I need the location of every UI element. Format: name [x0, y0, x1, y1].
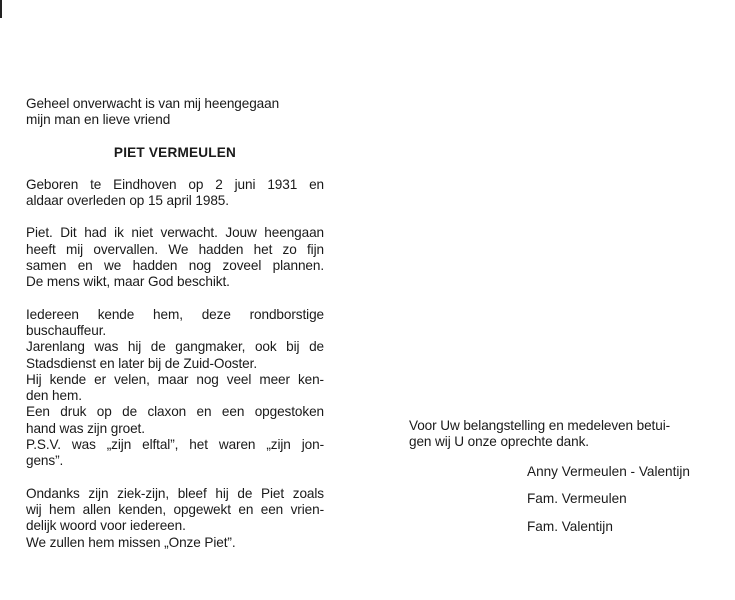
birth-line: aldaar overleden op 15 april 1985.	[26, 193, 229, 209]
message-line: samen en we hadden nog zoveel plannen.	[26, 258, 324, 274]
intro-line: mijn man en lieve vriend	[26, 112, 171, 128]
intro-paragraph	[26, 96, 324, 129]
tribute-line: den hem.	[26, 388, 82, 404]
closing-line: Ondanks zijn ziek-zijn, bleef hij de Piet zoals	[26, 485, 324, 501]
tribute-line: Jarenlang was hij de gangmaker, ook bij de	[26, 339, 324, 355]
thanks-line: Voor Uw belangstelling en medeleven betui-	[409, 418, 671, 433]
scan-edge-mark	[0, 0, 2, 18]
thanks-line: gen wij U onze oprechte dank.	[409, 434, 589, 450]
tribute-line: P.S.V. was „zijn elftal”, het waren „zijn jon-	[26, 437, 324, 453]
tribute-line: buschauffeur.	[26, 322, 107, 338]
tribute-line: Hij kende er velen, maar nog veel meer ken-	[26, 371, 324, 387]
signature-block	[527, 464, 690, 546]
tribute-line: gens”.	[26, 453, 64, 469]
signature-line: Fam. Valentijn	[527, 518, 613, 534]
intro-line: Geheel onverwacht is van mij heengegaan	[26, 96, 280, 111]
thanks-paragraph	[409, 418, 709, 451]
closing-line: delijk woord voor iedereen.	[26, 518, 186, 534]
deceased-name: PIET VERMEULEN	[113, 144, 237, 160]
message-line: heeft mij overvallen. We hadden het zo fijn	[26, 241, 324, 257]
signature-line: Anny Vermeulen - Valentijn	[527, 464, 690, 479]
closing-paragraph	[26, 486, 324, 551]
birth-paragraph	[26, 177, 324, 210]
tribute-line: hand was zijn groet.	[26, 420, 145, 436]
left-column	[26, 96, 324, 567]
closing-line: wij hem allen kenden, opgewekt en een vrien-	[26, 501, 324, 517]
message-line: De mens wikt, maar God beschikt.	[26, 274, 230, 290]
tribute-line: Iedereen kende hem, deze rondborstige	[26, 306, 324, 322]
message-line: Piet. Dit had ik niet verwacht. Jouw heengaan	[26, 225, 324, 241]
tribute-line: Een druk op de claxon en een opgestoken	[26, 404, 324, 420]
tribute-line: Stadsdienst en later bij de Zuid-Ooster.	[26, 355, 257, 371]
closing-line: We zullen hem missen „Onze Piet”.	[26, 534, 236, 550]
signature-line: Fam. Vermeulen	[527, 491, 627, 507]
tribute-paragraph	[26, 307, 324, 470]
birth-line: Geboren te Eindhoven op 2 juni 1931 en	[26, 176, 324, 192]
message-paragraph	[26, 225, 324, 290]
